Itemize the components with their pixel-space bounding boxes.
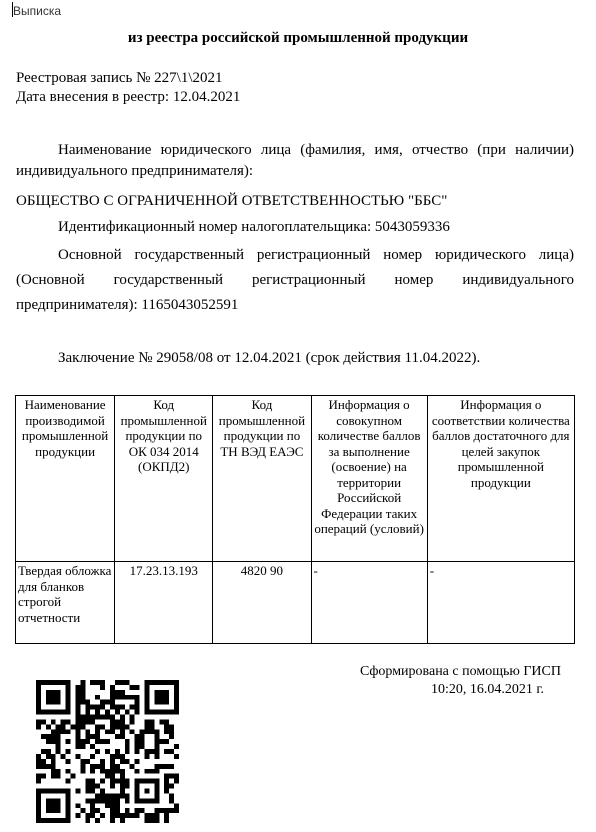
- conclusion-line: Заключение № 29058/08 от 12.04.2021 (срок действия 11.04.2022).: [58, 350, 481, 366]
- header-points-info: Информация о совокупном количестве баллов за выполнение (освоение) на территории Российской Федерации таких операций (условий): [311, 396, 427, 562]
- qr-code-icon: [36, 680, 179, 823]
- table-header-row: [16, 396, 575, 562]
- legal-entity-name-label: Наименование юридического лица (фамилия, имя, отчество (при наличии) индивидуального предпринимателя):: [16, 142, 574, 179]
- cell-product-name: Твердая обложка для бланков строгой отчетности: [16, 562, 115, 644]
- cell-compliance-info: -: [427, 562, 574, 644]
- registry-record: Реестровая запись № 227\1\2021: [16, 70, 223, 86]
- header-compliance-info: Информация о соответствии количества баллов достаточного для целей закупок промышленной продукции: [427, 396, 574, 562]
- cell-points-info: -: [311, 562, 427, 644]
- cell-tnved-code: 4820 90: [213, 562, 311, 644]
- header-tnved-code: Код промышленной продукции по ТН ВЭД ЕАЭС: [213, 396, 311, 562]
- generated-datetime: 10:20, 16.04.2021 г.: [431, 682, 545, 697]
- document-title: из реестра российской промышленной продукции: [127, 30, 469, 46]
- registry-date: Дата внесения в реестр: 12.04.2021: [16, 89, 241, 105]
- generated-by: Сформирована с помощью ГИСП: [360, 664, 561, 679]
- products-table: [15, 395, 575, 644]
- legal-entity-name-value: ОБЩЕСТВО С ОГРАНИЧЕННОЙ ОТВЕТСТВЕННОСТЬЮ "ББС": [16, 193, 448, 209]
- header-product-name: Наименование производимой промышленной продукции: [16, 396, 115, 562]
- cell-okpd2-code: 17.23.13.193: [115, 562, 213, 644]
- ogrn-line: Основной государственный регистрационный номер юридического лица) (Основной государственный регистрационный номер индивидуального предпринимателя): 1165043052591: [16, 247, 574, 313]
- inn-line: Идентификационный номер налогоплательщика: 5043059336: [58, 219, 450, 235]
- table-row: [16, 562, 575, 644]
- document-label: Выписка: [13, 4, 62, 18]
- header-okpd2-code: Код промышленной продукции по ОК 034 2014 (ОКПД2): [115, 396, 213, 562]
